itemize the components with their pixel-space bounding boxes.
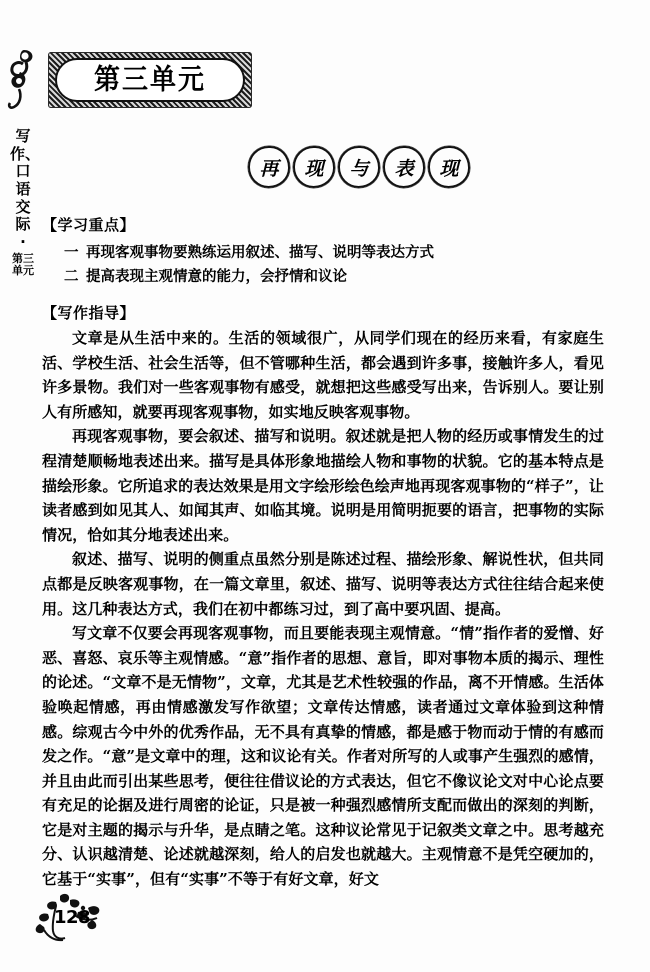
side-label-main-text: 写作、口语交际 — [10, 127, 41, 234]
circled-char: 与 — [338, 146, 380, 188]
key-points-list — [42, 242, 602, 290]
page-number: 128 — [54, 907, 91, 928]
side-label-sub-text: 第三单元 — [12, 251, 34, 278]
key-point-text: 再现客观事物要熟练运用叙述、描写、说明等表达方式 — [86, 244, 434, 261]
list-item — [42, 242, 602, 263]
body-paragraph: 叙述、描写、说明的侧重点虽然分别是陈述过程、描绘形象、解说性状，但共同点都是反映客观事物，在一篇文章里，叙述、描写、说明等表达方式往往结合起来使用。这几种表达方式，我们在初中都练习过，到了高中要巩固、提高。 — [42, 550, 604, 618]
vertical-side-label — [10, 127, 41, 278]
unit-title-pill — [55, 58, 245, 102]
circled-char: 现 — [293, 146, 335, 188]
unit-title-banner — [48, 52, 252, 108]
key-point-number: 一 — [64, 244, 79, 261]
page-footer — [26, 890, 176, 944]
circled-char: 现 — [428, 146, 470, 188]
decorative-heading — [248, 146, 470, 188]
circled-char: 再 — [248, 146, 290, 188]
writing-guide-heading: 【写作指导】 — [42, 304, 136, 322]
key-point-text: 提高表现主观情意的能力，会抒情和议论 — [86, 268, 347, 285]
side-label-separator: · — [20, 233, 26, 252]
key-points-heading: 【学习重点】 — [42, 216, 136, 234]
key-point-number: 二 — [64, 268, 79, 285]
body-paragraph: 文章是从生活中来的。生活的领域很广，从同学们现在的经历来看，有家庭生活、学校生活、社会生活等，但不管哪种生活，都会遇到许多事，接触许多人，看见许多景物。我们对一些客观事物有感受，就想把这些感受写出来，告诉别人。要让别人有所感知，就要再现客观事物，如实地反映客观事物。 — [42, 329, 604, 421]
writing-guide-body — [42, 326, 604, 892]
body-paragraph: 写文章不仅要会再现客观事物，而且要能表现主观情意。“情”指作者的爱憎、好恶、喜怒、哀乐等主观情感。“意”指作者的思想、意旨，即对事物本质的揭示、理性的论述。“文章不是无情物”，文章，尤其是艺术性较强的作品，离不开情感。生活体验唤起情感，再由情感激发写作欲望；文章传达情感，读者通过文章体验到这种情感。综观古今中外的优秀作品，无不具有真挚的情感，都是感于物而动于情的有感而发之作。“意”是文章中的理，这和议论有关。作者对所写的人或事产生强烈的感情，并且由此而引出某些思考，便往往借议论的方式表达，但它不像议论文对中心论点要有充足的论据及进行周密的论证，只是被一种强烈感情所支配而做出的深刻的判断，它是对主题的揭示与升华，是点睛之笔。这种议论常见于记叙类文章之中。思考越充分、认识越清楚、论述就越深刻，给人的启发也就越大。主观情意不是凭空硬加的，它基于“实事”，但有“实事”不等于有好文章，好文 — [42, 624, 604, 889]
list-item — [42, 266, 602, 287]
unit-title-text: 第三单元 — [93, 63, 206, 97]
corner-flourish-ornament — [6, 44, 46, 116]
body-paragraph: 再现客观事物，要会叙述、描写和说明。叙述就是把人物的经历或事情发生的过程清楚顺畅地表述出来。描写是具体形象地描绘人物和事物的状貌。它的基本特点是描绘形象。它所追求的表达效果是用文字绘形绘色绘声地再现客观事物的“样子”，让读者感到如见其人、如闻其声、如临其境。说明是用简明扼要的语言，把事物的实际情况，恰如其分地表述出来。 — [42, 427, 604, 544]
circled-char: 表 — [383, 146, 425, 188]
